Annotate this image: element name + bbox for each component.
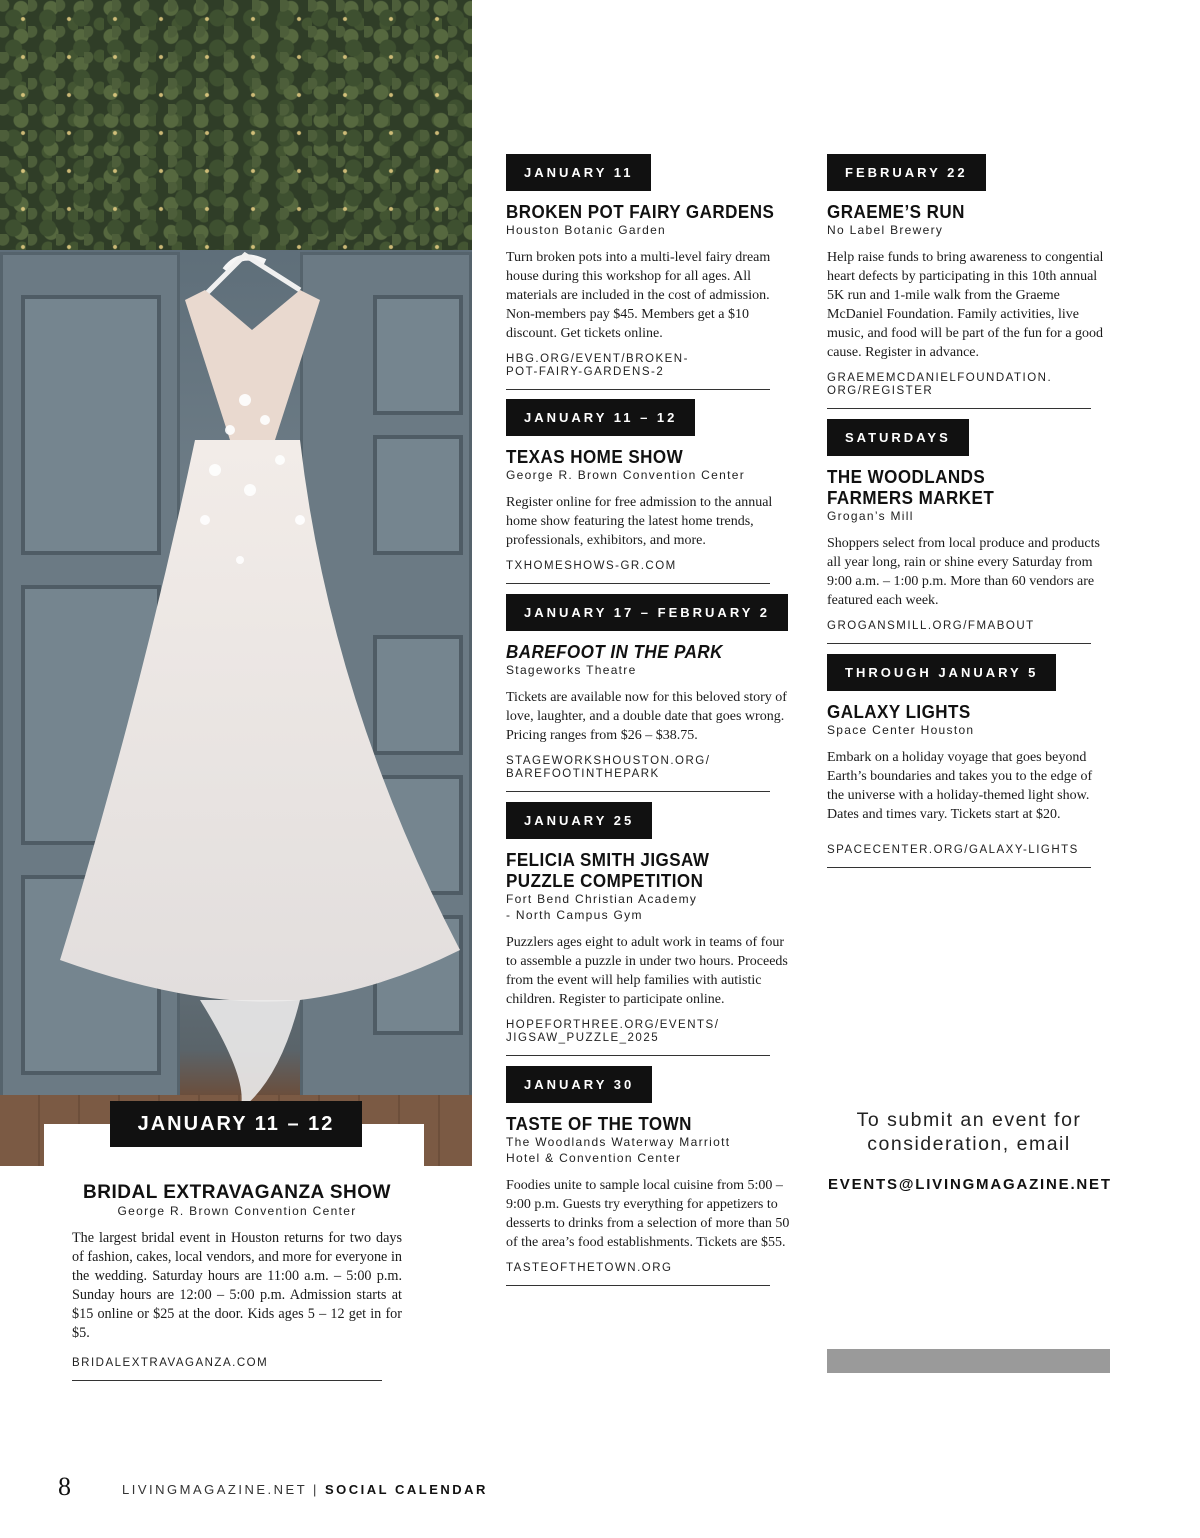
event-item xyxy=(506,154,790,390)
event-item xyxy=(506,399,790,584)
event-item xyxy=(827,654,1111,868)
event-venue: Space Center Houston xyxy=(827,723,975,737)
footer-folio xyxy=(122,1482,488,1497)
event-date-badge: SATURDAYS xyxy=(827,419,969,456)
event-title-line2: FARMERS MARKET xyxy=(827,487,995,508)
divider xyxy=(506,791,770,792)
submit-event-box xyxy=(828,1108,1110,1193)
divider xyxy=(827,867,1091,868)
event-link[interactable]: STAGEWORKSHOUSTON.ORG/ BAREFOOTINTHEPARK xyxy=(506,755,711,780)
event-date-badge: JANUARY 25 xyxy=(506,802,652,839)
event-venue-line2: Hotel & Convention Center xyxy=(506,1151,682,1165)
event-link[interactable]: TXHOMESHOWS-GR.COM xyxy=(506,560,677,572)
event-title: GRAEME’S RUN xyxy=(827,201,965,222)
feature-date-badge: JANUARY 11 – 12 xyxy=(110,1101,362,1147)
feature-title: BRIDAL EXTRAVAGANZA SHOW xyxy=(83,1182,391,1203)
submit-email-link[interactable]: EVENTS@LIVINGMAGAZINE.NET xyxy=(828,1176,1112,1193)
event-column-1 xyxy=(506,154,790,1286)
event-title: FELICIA SMITH JIGSAW xyxy=(506,849,710,870)
event-date-badge: JANUARY 11 – 12 xyxy=(506,399,695,436)
divider xyxy=(506,1055,770,1056)
event-description: Foodies unite to sample local cuisine from 5:00 – 9:00 p.m. Guests try everything for appetizers to desserts to drinks from a selection of more than 50 of the area’s food establishments. Tickets are $55. xyxy=(506,1178,790,1250)
event-venue: Stageworks Theatre xyxy=(506,663,637,677)
event-link[interactable]: SPACECENTER.ORG/GALAXY-LIGHTS xyxy=(827,844,1079,856)
event-link[interactable]: HOPEFORTHREE.ORG/EVENTS/ JIGSAW_PUZZLE_2025 xyxy=(506,1019,720,1044)
event-venue: Grogan’s Mill xyxy=(827,509,914,523)
event-link[interactable]: GROGANSMILL.ORG/FMABOUT xyxy=(827,620,1035,632)
divider xyxy=(506,1285,770,1286)
event-item xyxy=(827,154,1111,409)
event-title-line2: PUZZLE COMPETITION xyxy=(506,870,704,891)
event-venue-line2: - North Campus Gym xyxy=(506,908,643,922)
event-venue: No Label Brewery xyxy=(827,223,944,237)
event-title: THE WOODLANDS xyxy=(827,466,986,487)
event-date-badge: JANUARY 17 – FEBRUARY 2 xyxy=(506,594,788,631)
event-item xyxy=(506,1066,790,1286)
feature-event xyxy=(72,1172,402,1381)
event-link[interactable]: TASTEOFTHETOWN.ORG xyxy=(506,1262,673,1274)
event-description: Turn broken pots into a multi-level fairy dream house during this workshop for all ages. All materials are included in the cost of admission. Non-members pay $45. Members get a $10 discount. Get tickets online. xyxy=(506,250,771,341)
event-link[interactable]: GRAEMEMCDANIELFOUNDATION. ORG/REGISTER xyxy=(827,372,1053,397)
event-title: BROKEN POT FAIRY GARDENS xyxy=(506,201,775,222)
event-date-badge: JANUARY 30 xyxy=(506,1066,652,1103)
event-date-badge: FEBRUARY 22 xyxy=(827,154,986,191)
event-item xyxy=(506,594,790,792)
event-description: Register online for free admission to the annual home show featuring the latest home trends, professionals, exhibitors, and more. xyxy=(506,495,773,548)
event-title: BAREFOOT IN THE PARK xyxy=(506,641,723,662)
event-description: Shoppers select from local produce and products all year long, rain or shine every Saturday from 9:00 a.m. – 1:00 p.m. More than 60 vendors are featured each week. xyxy=(827,536,1100,608)
divider xyxy=(72,1380,382,1381)
feature-link[interactable]: BRIDALEXTRAVAGANZA.COM xyxy=(72,1357,269,1369)
divider xyxy=(827,408,1091,409)
feature-venue: George R. Brown Convention Center xyxy=(117,1204,357,1218)
footer-section: SOCIAL CALENDAR xyxy=(325,1482,488,1497)
event-title: TEXAS HOME SHOW xyxy=(506,446,684,467)
event-venue: The Woodlands Waterway Marriott xyxy=(506,1135,731,1149)
event-description: Embark on a holiday voyage that goes beyond Earth’s boundaries and takes you to the edge of the universe with a holiday-themed light show. Dates and times vary. Tickets start at $20. xyxy=(827,750,1093,822)
event-item xyxy=(827,419,1111,644)
submit-text: To submit an event for consideration, email xyxy=(856,1109,1082,1155)
footer-site[interactable]: LIVINGMAGAZINE.NET xyxy=(122,1482,307,1497)
wedding-dress-photo xyxy=(0,0,472,1166)
event-venue: Fort Bend Christian Academy xyxy=(506,892,698,906)
feature-description: The largest bridal event in Houston returns for two days of fashion, cakes, local vendors, and more for everyone in the wedding. Saturday hours are 11:00 a.m. – 5:00 p.m. Sunday hours are 12:00 – 5:00 p.m. Admission starts at $15 online or $25 at the door. Kids ages 5 – 12 get in for $5. xyxy=(72,1230,402,1341)
page-number: 8 xyxy=(58,1472,71,1501)
event-column-2 xyxy=(827,154,1111,868)
event-item xyxy=(506,802,790,1056)
event-venue: George R. Brown Convention Center xyxy=(506,468,746,482)
event-date-badge: JANUARY 11 xyxy=(506,154,651,191)
event-description: Help raise funds to bring awareness to congential heart defects by participating in this 10th annual 5K run and 1-mile walk from the Graeme McDaniel Foundation. Family activities, live music, and food will be part of the fun for a good cause. Register in advance. xyxy=(827,250,1104,360)
event-title: GALAXY LIGHTS xyxy=(827,701,971,722)
grey-bar xyxy=(827,1349,1110,1373)
dress-illustration xyxy=(0,0,472,1166)
divider xyxy=(506,389,770,390)
event-date-badge: THROUGH JANUARY 5 xyxy=(827,654,1056,691)
divider xyxy=(827,643,1091,644)
divider xyxy=(506,583,770,584)
event-venue: Houston Botanic Garden xyxy=(506,223,667,237)
event-link[interactable]: HBG.ORG/EVENT/BROKEN- POT-FAIRY-GARDENS-2 xyxy=(506,353,689,378)
event-description: Tickets are available now for this beloved story of love, laughter, and a double date that goes wrong. Pricing ranges from $26 – $38.75. xyxy=(506,690,787,743)
footer-separator: | xyxy=(306,1482,326,1497)
event-description: Puzzlers ages eight to adult work in teams of four to assemble a puzzle in under two hours. Proceeds from the event will help families with autistic children. Register to participate online. xyxy=(506,935,788,1007)
event-title: TASTE OF THE TOWN xyxy=(506,1113,692,1134)
